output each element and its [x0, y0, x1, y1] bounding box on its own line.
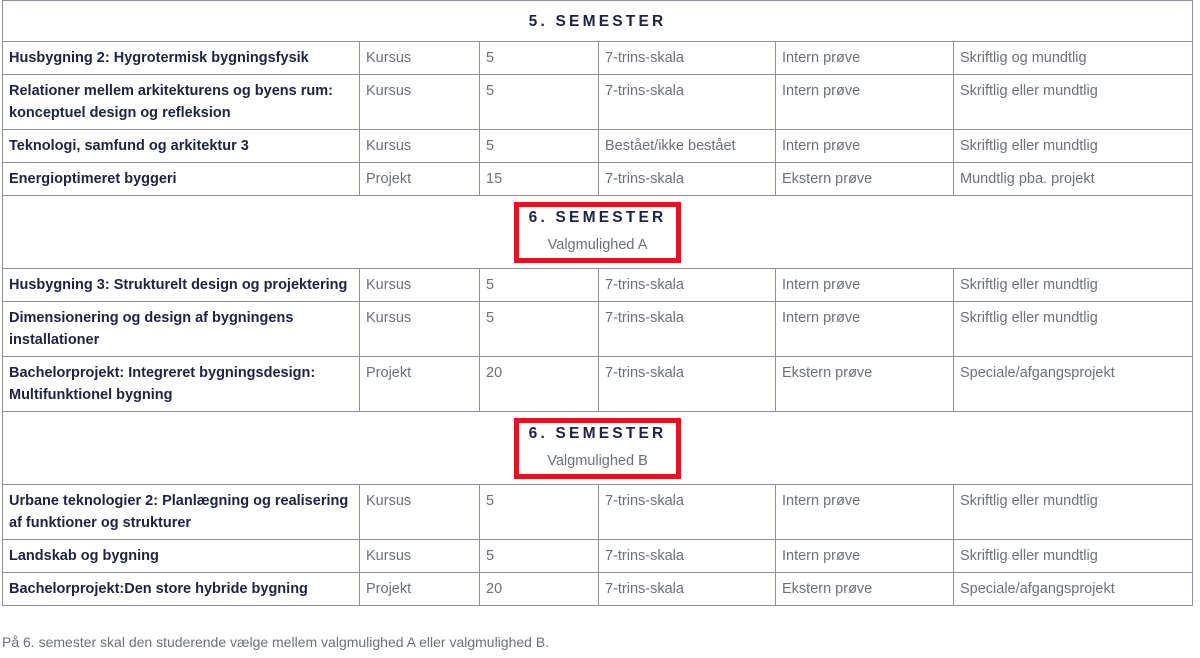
exam-form: Skriftlig eller mundtlig [954, 130, 1193, 163]
ects: 20 [480, 357, 599, 412]
grading-scale: 7-trins-skala [599, 302, 776, 357]
exam-form: Mundtlig pba. projekt [954, 163, 1193, 196]
table-row [3, 540, 1193, 573]
highlight-box [514, 202, 682, 263]
exam-form: Speciale/afgangsprojekt [954, 357, 1193, 412]
table-row [3, 42, 1193, 75]
semester-header-row [3, 196, 1193, 269]
ects: 5 [480, 42, 599, 75]
semester-header [3, 412, 1193, 485]
option-label: Valgmulighed A [547, 237, 648, 253]
table-row [3, 269, 1193, 302]
option-label: Valgmulighed B [547, 453, 648, 469]
semester-header-row [3, 1, 1193, 42]
course-name: Bachelorprojekt:Den store hybride bygning [3, 573, 360, 606]
course-type: Kursus [360, 130, 480, 163]
course-name: Energioptimeret byggeri [3, 163, 360, 196]
grading-scale: 7-trins-skala [599, 485, 776, 540]
semester-header [3, 196, 1193, 269]
course-name: Landskab og bygning [3, 540, 360, 573]
table-row [3, 357, 1193, 412]
table-row [3, 573, 1193, 606]
exam-type: Ekstern prøve [776, 573, 954, 606]
ects: 5 [480, 485, 599, 540]
exam-form: Skriftlig eller mundtlig [954, 540, 1193, 573]
exam-type: Ekstern prøve [776, 163, 954, 196]
ects: 20 [480, 573, 599, 606]
exam-type: Intern prøve [776, 75, 954, 130]
exam-type: Intern prøve [776, 302, 954, 357]
course-name: Bachelorprojekt: Integreret bygningsdesign: Multifunktionel bygning [3, 357, 360, 412]
course-type: Kursus [360, 302, 480, 357]
grading-scale: 7-trins-skala [599, 42, 776, 75]
ects: 5 [480, 269, 599, 302]
grading-scale: Bestået/ikke bestået [599, 130, 776, 163]
course-type: Projekt [360, 163, 480, 196]
ects: 5 [480, 540, 599, 573]
course-type: Kursus [360, 540, 480, 573]
footnote: På 6. semester skal den studerende vælge mellem valgmulighed A eller valgmulighed B. [2, 634, 550, 650]
course-type: Kursus [360, 42, 480, 75]
exam-form: Skriftlig eller mundtlig [954, 302, 1193, 357]
course-name: Urbane teknologier 2: Planlægning og realisering af funktioner og strukturer [3, 485, 360, 540]
grading-scale: 7-trins-skala [599, 540, 776, 573]
exam-type: Intern prøve [776, 540, 954, 573]
exam-form: Skriftlig eller mundtlig [954, 485, 1193, 540]
highlight-box [514, 418, 682, 479]
table-row [3, 485, 1193, 540]
course-type: Projekt [360, 573, 480, 606]
exam-form: Skriftlig og mundtlig [954, 42, 1193, 75]
course-name: Husbygning 3: Strukturelt design og projektering [3, 269, 360, 302]
table-row [3, 75, 1193, 130]
ects: 5 [480, 130, 599, 163]
exam-type: Ekstern prøve [776, 357, 954, 412]
exam-type: Intern prøve [776, 485, 954, 540]
grading-scale: 7-trins-skala [599, 269, 776, 302]
grading-scale: 7-trins-skala [599, 163, 776, 196]
exam-form: Skriftlig eller mundtlig [954, 75, 1193, 130]
curriculum-table [2, 0, 1193, 606]
semester-title: 6. SEMESTER [528, 209, 667, 226]
ects: 5 [480, 302, 599, 357]
course-name: Relationer mellem arkitekturens og byens rum: konceptuel design og refleksion [3, 75, 360, 130]
course-type: Projekt [360, 357, 480, 412]
exam-form: Skriftlig eller mundtlig [954, 269, 1193, 302]
exam-form: Speciale/afgangsprojekt [954, 573, 1193, 606]
semester-title: 5. SEMESTER [528, 13, 667, 30]
exam-type: Intern prøve [776, 130, 954, 163]
grading-scale: 7-trins-skala [599, 573, 776, 606]
course-type: Kursus [360, 485, 480, 540]
grading-scale: 7-trins-skala [599, 357, 776, 412]
course-name: Teknologi, samfund og arkitektur 3 [3, 130, 360, 163]
ects: 5 [480, 75, 599, 130]
exam-type: Intern prøve [776, 269, 954, 302]
course-type: Kursus [360, 269, 480, 302]
table-row [3, 302, 1193, 357]
semester-header [3, 1, 1193, 42]
semester-heading-wrap [9, 12, 1186, 32]
table-row [3, 163, 1193, 196]
exam-type: Intern prøve [776, 42, 954, 75]
course-type: Kursus [360, 75, 480, 130]
table-row [3, 130, 1193, 163]
course-name: Husbygning 2: Hygrotermisk bygningsfysik [3, 42, 360, 75]
grading-scale: 7-trins-skala [599, 75, 776, 130]
course-name: Dimensionering og design af bygningens installationer [3, 302, 360, 357]
semester-header-row [3, 412, 1193, 485]
semester-title: 6. SEMESTER [528, 425, 667, 442]
ects: 15 [480, 163, 599, 196]
